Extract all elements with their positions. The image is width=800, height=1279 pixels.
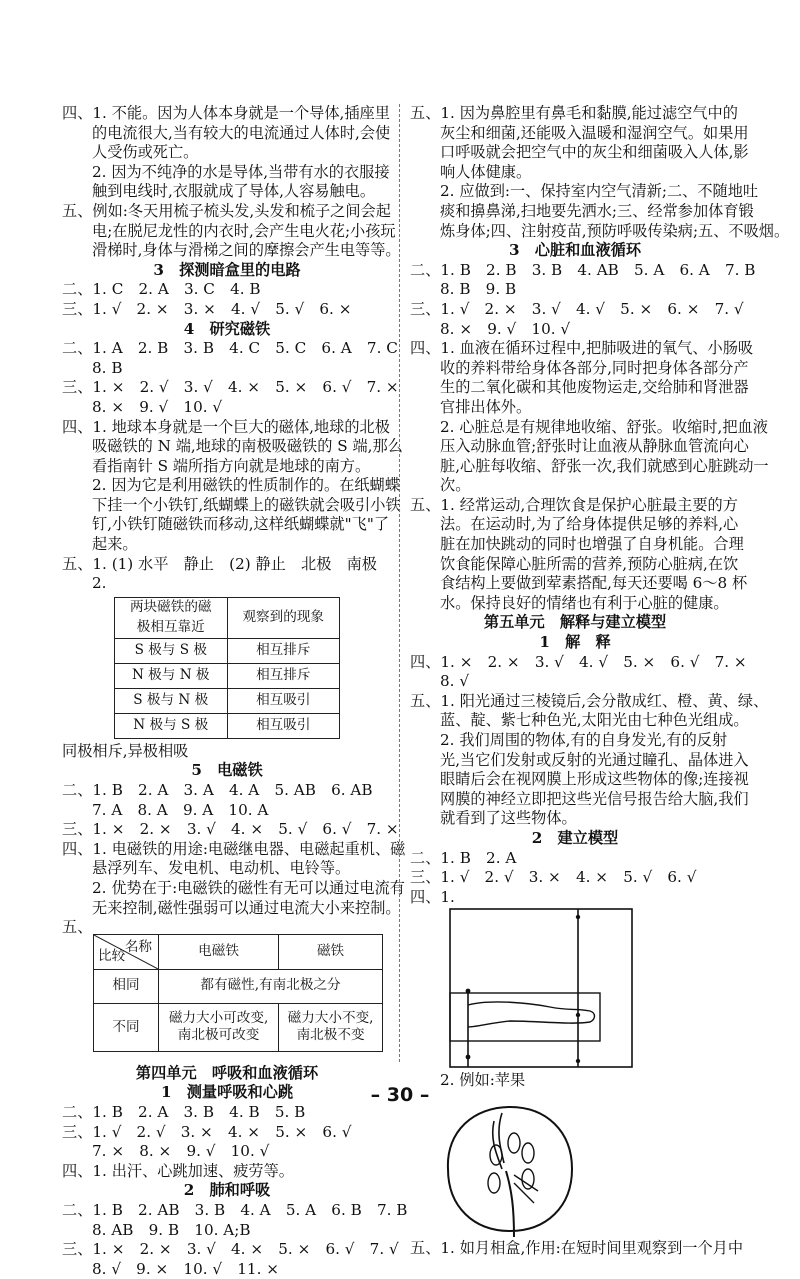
text-line: 看指南针 S 端所指方向就是地球的南方。 [92,456,371,475]
text-line: 脏,心脏每收缩、舒张一次,我们就感到心脏跳动一 [440,456,769,475]
electromagnet-comparison-table [93,934,383,1052]
text-line: 起来。 [92,535,138,554]
table-header-row [94,934,383,969]
text-line: 二、1. B 2. A 3. B 4. B 5. B [62,1102,306,1121]
table-row [115,688,340,713]
section-heading: 4 研究磁铁 [183,319,271,338]
diagonal-header-cell [94,934,159,969]
text-line: 二、1. B 2. A 3. A 4. A 5. AB 6. AB [62,781,373,800]
text-line: 水。保持良好的情绪也有利于心脏的健康。 [440,593,729,612]
table-header-row [115,597,340,638]
text-line: 滑梯时,身体与滑梯之间的摩擦会产生电等等。 [92,241,401,260]
text-line: 钉,小铁钉随磁铁而移动,这样纸蝴蝶就"飞"了 [92,515,390,534]
text-line: 五、1. 阳光通过三棱镜后,会分散成红、橙、黄、绿、 [410,691,769,710]
text-line: 8. √ [440,672,469,691]
text-line: 下挂一个小铁钉,纸蝴蝶上的磁铁就会吸引小铁 [92,495,401,514]
section-heading: 3 心脏和血液循环 [508,241,642,260]
text-line: 无来控制,磁性强弱可以通过电流大小来控制。 [92,898,401,917]
text-line: 8. × 9. √ 10. √ [440,319,571,338]
table-cell: 不同 [94,1003,159,1051]
table-cell: N 极与 N 极 [115,663,228,688]
table-row [94,1003,383,1051]
text-line: 2. 因为它是利用磁铁的性质制作的。在纸蝴蝶 [92,476,400,495]
text-line: 三、1. × 2. × 3. √ 4. × 5. √ 6. √ 7. × [62,820,399,839]
text-line: 四、1. 电磁铁的用途:电磁继电器、电磁起重机、磁 [62,839,406,858]
text-line: 脏在加快跳动的同时也增强了自身机能。合理 [440,535,744,554]
text-line: 饮食能保障心脏所需的营养,预防心脏病,在饮 [440,554,739,573]
text-line: 二、1. B 2. B 3. B 4. AB 5. A 6. A 7. B [410,260,756,279]
text-line: 生的二氧化碳和其他废物运走,交给肺和肾泄器 [440,378,749,397]
text-line: 法。在运动时,为了给身体提供足够的养料,心 [440,515,739,534]
text-line: 8. √ 9. × 10. √ 11. × [92,1259,279,1278]
table-cell: S 极与 N 极 [115,688,228,713]
section-heading: 5 电磁铁 [191,761,263,780]
text-line: 光,当它们发射或反射的光通过瞳孔、晶体进入 [440,750,749,769]
magnet-poles-table [114,597,340,739]
text-line: 就看到了这些物体。 [440,809,577,828]
text-line: 二、1. C 2. A 3. C 4. B [62,280,261,299]
text-line: 食结构上要做到荤素搭配,每天还要喝 6～8 杯 [440,574,748,593]
column-divider [399,104,400,1062]
text-line: 收的养料带给身体各部分,同时把身体各部分产 [440,358,749,377]
text-line: 灰尘和细菌,还能吸入温暖和湿润空气。如果用 [440,123,749,142]
text-line: 三、1. × 2. × 3. √ 4. × 5. × 6. √ 7. √ [62,1240,399,1259]
diag-top-label: 名称 [124,938,152,955]
text-line: 2. 我们周围的物体,有的自身发光,有的反射 [440,731,728,749]
section-heading: 1 测量呼吸和心跳 [160,1083,294,1102]
table-cell: 相互排斥 [227,638,340,663]
text-line: 网膜的神经立即把这些光信号报告给大脑,我们 [440,789,749,808]
text-line: 7. A 8. A 9. A 10. A [92,800,269,819]
text-line: 四、1. × 2. × 3. √ 4. √ 5. × 6. √ 7. × [410,652,747,671]
text-line: 的电流很大,当有较大的电流通过人体时,会使 [92,123,391,142]
text-line: 同极相斥,异极相吸 [62,741,189,760]
table-cell: 相互吸引 [227,713,340,738]
text-line: 吸磁铁的 N 端,地球的南极吸磁铁的 S 端,那么 [92,437,403,456]
text-line: 8. AB 9. B 10. A;B [92,1220,251,1239]
table-row [94,969,383,1003]
table-row [115,713,340,738]
text-line: 2. 应做到:一、保持室内空气清新;二、不随地吐 [440,182,759,201]
table-cell: 相同 [94,969,159,1003]
apple-cross-section-figure [410,1091,740,1239]
text-line: 电;在脱尼龙性的内衣时,会产生电火花;小孩玩 [92,221,396,240]
text-line: 三、1. √ 2. × 3. √ 4. √ 5. × 6. × 7. √ [410,299,744,318]
text-line: 2. 心脏总是有规律地收缩、舒张。收缩时,把血液 [440,417,768,436]
text-line: 8. B [92,358,123,377]
section-heading: 3 探测暗盒里的电路 [153,260,301,279]
table-header-cell: 电磁铁 [159,934,279,969]
table-header-cell: 磁铁 [279,934,383,969]
text-line: 响人体健康。 [440,162,532,181]
text-line: 五、 [62,918,93,937]
text-line: 四、1. [410,887,455,906]
text-line: 2. 例如:苹果 [440,1071,526,1090]
text-line: 四、1. 不能。因为人体本身就是一个导体,插座里 [62,104,390,122]
text-line: 四、1. 地球本身就是一个巨大的磁体,地球的北极 [62,417,390,436]
text-line: 7. × 8. × 9. √ 10. √ [92,1142,270,1161]
text-line: 痰和擤鼻涕,扫地要先洒水;三、经常参加体育锻 [440,201,754,220]
section-heading: 2 肺和呼吸 [183,1181,271,1200]
text-line: 人受伤或死亡。 [92,143,199,162]
table-cell: 相互排斥 [227,663,340,688]
text-line: 五、1. 如月相盒,作用:在短时间里观察到一个月中 [410,1238,744,1257]
table-cell: 相互吸引 [227,688,340,713]
text-line: 二、1. B 2. A [410,848,517,867]
table-row [115,663,340,688]
table-cell: S 极与 S 极 [115,638,228,663]
text-line: 炼身体;四、注射疫苗,预防呼吸传染病;五、不吸烟。 [440,221,790,240]
text-line: 压入动脉血管;舒张时让血液从静脉血管流向心 [440,437,749,456]
text-line: 五、1. (1) 水平 静止 (2) 静止 北极 南极 [62,554,377,573]
table-cell: N 极与 S 极 [115,713,228,738]
text-line: 2. 优势在于:电磁铁的磁性有无可以通过电流有 [92,879,405,897]
table-row [115,638,340,663]
table-cell: 磁力大小不变, 南北极不变 [279,1003,383,1051]
text-line: 蓝、靛、紫七种色光,太阳光由七种色光组成。 [440,711,749,730]
section-heading: 1 解 释 [539,633,611,652]
diag-bottom-label: 比较 [98,948,126,965]
text-line: 官排出体外。 [440,397,532,416]
text-line: 触到电线时,衣服就成了导体,人容易触电。 [92,182,376,201]
text-line: 五、1. 经常运动,合理饮食是保护心脏最主要的方 [410,495,738,514]
section-heading: 2 建立模型 [531,828,619,847]
text-line: 四、1. 出汗、心跳加速、疲劳等。 [62,1161,294,1180]
table-cell: 都有磁性,有南北极之分 [159,969,383,1003]
text-line: 三、1. √ 2. × 3. × 4. √ 5. √ 6. × [62,299,352,318]
thermometer-model-figure [410,907,740,1071]
page-number: – 30 – [370,1084,430,1106]
text-line: 眼睛后会在视网膜上形成这些物体的像;连接视 [440,770,749,789]
text-line: 8. × 9. √ 10. √ [92,397,223,416]
table-cell: 磁力大小可改变, 南北极可改变 [159,1003,279,1051]
text-line: 五、1. 因为鼻腔里有鼻毛和黏膜,能过滤空气中的 [410,104,738,122]
text-line: 2. [92,574,107,593]
text-line: 次。 [440,476,471,495]
text-line: 三、1. √ 2. √ 3. × 4. × 5. √ 6. √ [410,868,697,887]
text-line: 悬浮列车、发电机、电动机、电铃等。 [92,859,351,878]
text-line: 二、1. B 2. AB 3. B 4. A 5. A 6. B 7. B [62,1200,408,1219]
unit-heading: 第四单元 呼吸和血液循环 [135,1063,319,1082]
text-line: 三、1. × 2. √ 3. √ 4. × 5. × 6. √ 7. × [62,378,399,397]
text-line: 8. B 9. B [440,280,517,299]
unit-heading: 第五单元 解释与建立模型 [483,613,667,632]
text-line: 二、1. A 2. B 3. B 4. C 5. C 6. A 7. C [62,339,398,358]
text-line: 三、1. √ 2. √ 3. × 4. × 5. × 6. √ [62,1122,352,1141]
text-line: 口呼吸就会把空气中的灰尘和细菌吸入人体,影 [440,143,749,162]
table-header-cell: 观察到的现象 [227,597,340,638]
table-header-cell: 两块磁铁的磁 极相互靠近 [115,597,228,638]
text-line: 五、例如:冬天用梳子梳头发,头发和梳子之间会起 [62,201,391,220]
text-line: 四、1. 血液在循环过程中,把肺吸进的氧气、小肠吸 [410,339,754,358]
text-line: 2. 因为不纯净的水是导体,当带有水的衣服接 [92,162,390,181]
